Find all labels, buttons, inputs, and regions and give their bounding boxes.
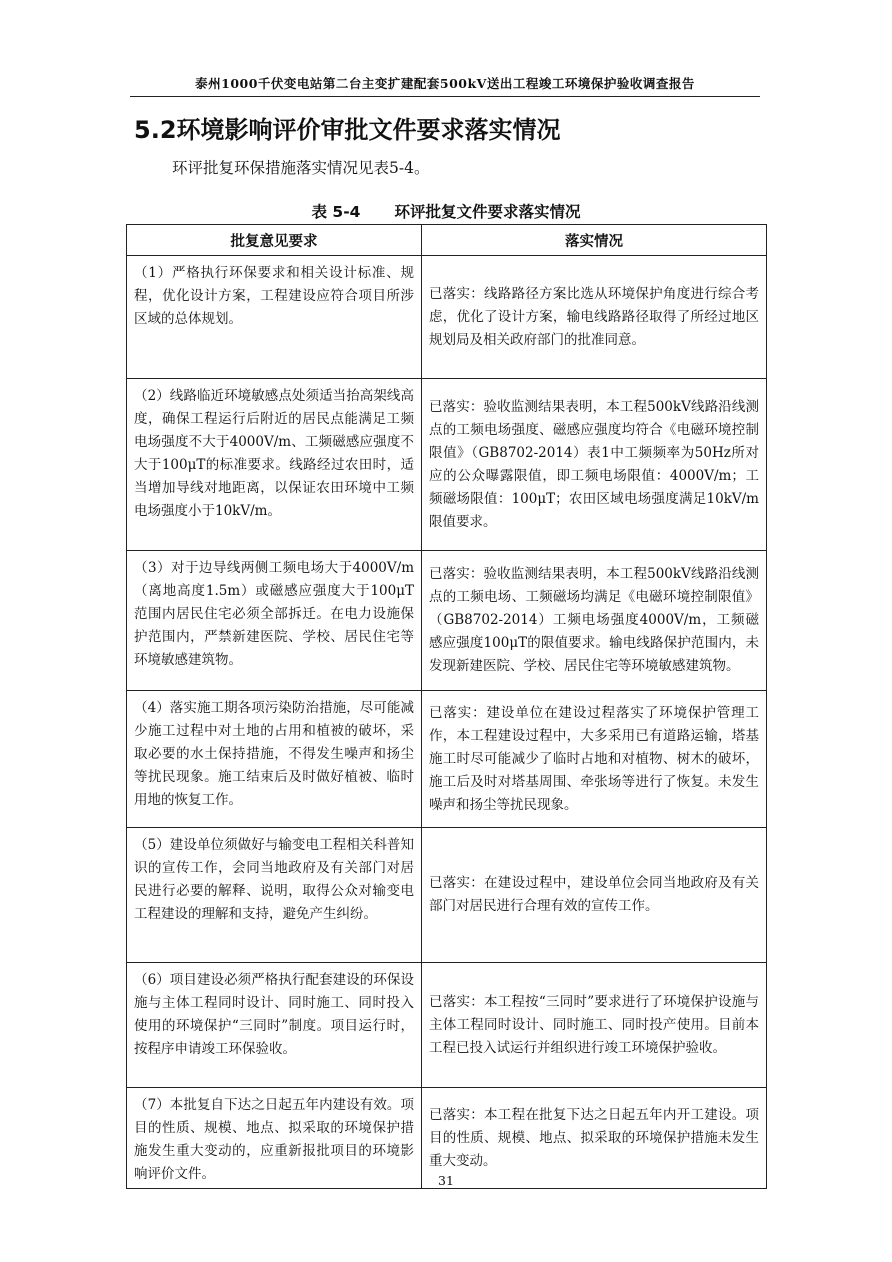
status-cell: 已落实：验收监测结果表明，本工程500kV线路沿线测点的工频电场强度、磁感应强度均符合《电磁环境控制限值》（GB8702-2014）表1中工频频率为50Hz所对应的公众曝露限值，即工频电场限值：4000V/m；工频磁场限值：100μT；农田区域电场强度满足10kV/m限值要求。 xyxy=(422,379,767,551)
table-row xyxy=(127,551,767,691)
column-header-requirement: 批复意见要求 xyxy=(127,225,422,256)
table-caption xyxy=(0,200,892,222)
requirement-cell: （1）严格执行环保要求和相关设计标准、规程，优化设计方案，工程建设应符合项目所涉区域的总体规划。 xyxy=(127,256,422,379)
report-header: 泰州1000千伏变电站第二台主变扩建配套500kV送出工程竣工环境保护验收调查报告 xyxy=(195,76,695,91)
intro-paragraph: 环评批复环保措施落实情况见表5-4。 xyxy=(172,159,430,177)
header-rule xyxy=(130,96,760,97)
column-header-status: 落实情况 xyxy=(422,225,767,256)
status-cell: 已落实：验收监测结果表明，本工程500kV线路沿线测点的工频电场、工频磁场均满足《电磁环境控制限值》（GB8702-2014）工频电场强度4000V/m，工频磁感应强度100μT的限值要求。输电线路保护范围内，未发现新建医院、学校、居民住宅等环境敏感建筑物。 xyxy=(422,551,767,691)
table-row xyxy=(127,256,767,379)
requirement-cell: （4）落实施工期各项污染防治措施，尽可能减少施工过程中对土地的占用和植被的破坏，采取必要的水土保持措施，不得发生噪声和扬尘等扰民现象。施工结束后及时做好植被、临时用地的恢复工作。 xyxy=(127,691,422,828)
table-row xyxy=(127,379,767,551)
status-cell: 已落实：在建设过程中，建设单位会同当地政府及有关部门对居民进行合理有效的宣传工作。 xyxy=(422,828,767,963)
table-row xyxy=(127,828,767,963)
status-cell: 已落实：线路路径方案比选从环境保护角度进行综合考虑，优化了设计方案，输电线路路径取得了所经过地区规划局及相关政府部门的批准同意。 xyxy=(422,256,767,379)
table-caption-number: 表 5-4 xyxy=(311,203,361,221)
requirement-cell: （7）本批复自下达之日起五年内建设有效。项目的性质、规模、地点、拟采取的环境保护措施发生重大变动的，应重新报批项目的环境影响评价文件。 xyxy=(127,1088,422,1189)
table-row xyxy=(127,691,767,828)
table-header-row xyxy=(127,225,767,256)
table-caption-title: 环评批复文件要求落实情况 xyxy=(394,203,581,221)
requirement-cell: （3）对于边导线两侧工频电场大于4000V/m（离地高度1.5m）或磁感应强度大于100μT范围内居民住宅必须全部拆迁。在电力设施保护范围内，严禁新建医院、学校、居民住宅等环境敏感建筑物。 xyxy=(127,551,422,691)
status-cell: 已落实：本工程在批复下达之日起五年内开工建设。项目的性质、规模、地点、拟采取的环境保护措施未发生重大变动。 xyxy=(422,1088,767,1189)
page-number: 31 xyxy=(438,1173,454,1188)
requirement-cell: （5）建设单位须做好与输变电工程相关科普知识的宣传工作，会同当地政府及有关部门对居民进行必要的解释、说明，取得公众对输变电工程建设的理解和支持，避免产生纠纷。 xyxy=(127,828,422,963)
requirement-cell: （2）线路临近环境敏感点处须适当抬高架线高度，确保工程运行后附近的居民点能满足工频电场强度不大于4000V/m、工频磁感应强度不大于100μT的标准要求。线路经过农田时，适当增加导线对地距离，以保证农田环境中工频电场强度小于10kV/m。 xyxy=(127,379,422,551)
requirement-cell: （6）项目建设必须严格执行配套建设的环保设施与主体工程同时设计、同时施工、同时投入使用的环境保护“三同时”制度。项目运行时，按程序申请竣工环保验收。 xyxy=(127,963,422,1088)
section-title: 5.2环境影响评价审批文件要求落实情况 xyxy=(134,116,561,144)
table-row xyxy=(127,963,767,1088)
status-cell: 已落实：本工程按“三同时”要求进行了环境保护设施与主体工程同时设计、同时施工、同时投产使用。目前本工程已投入试运行并组织进行竣工环境保护验收。 xyxy=(422,963,767,1088)
requirements-table xyxy=(126,224,767,1189)
status-cell: 已落实：建设单位在建设过程落实了环境保护管理工作，本工程建设过程中，大多采用已有道路运输，塔基施工时尽可能减少了临时占地和对植物、树木的破坏，施工后及时对塔基周围、牵张场等进行了恢复。未发生噪声和扬尘等扰民现象。 xyxy=(422,691,767,828)
